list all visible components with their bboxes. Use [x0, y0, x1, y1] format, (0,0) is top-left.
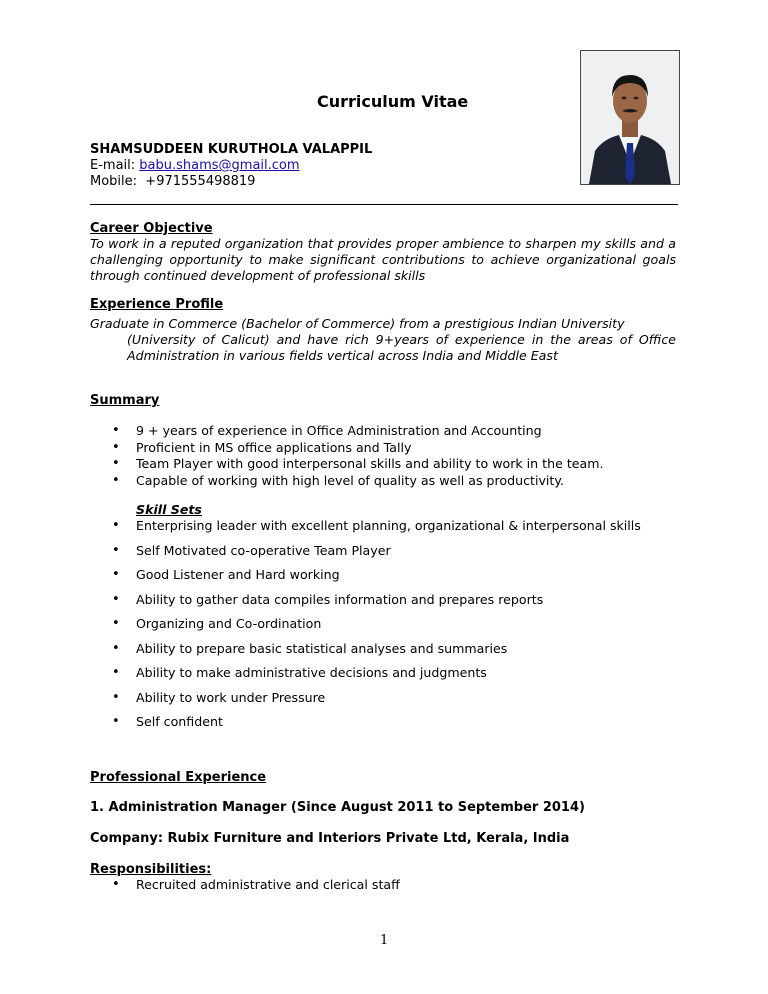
company-name: Company: Rubix Furniture and Interiors Private Ltd, Kerala, India: [90, 831, 570, 846]
header-divider: [90, 204, 678, 205]
list-item: • Proficient in MS office applications and Tally: [112, 440, 604, 457]
responsibilities-heading: Responsibilities:: [90, 862, 212, 877]
list-item: • Ability to make administrative decisions and judgments: [112, 661, 641, 686]
experience-profile-line1: Graduate in Commerce (Bachelor of Commerce) from a prestigious Indian University: [90, 316, 625, 331]
list-item: • Ability to work under Pressure: [112, 686, 641, 711]
summary-heading: Summary: [90, 393, 160, 408]
list-item: • Team Player with good interpersonal skills and ability to work in the team.: [112, 456, 604, 473]
list-item: • 9 + years of experience in Office Administration and Accounting: [112, 423, 604, 440]
experience-profile-text: [90, 316, 676, 364]
professional-experience-heading: Professional Experience: [90, 770, 267, 785]
job-title: 1. Administration Manager (Since August 2011 to September 2014): [90, 800, 585, 815]
list-item: • Organizing and Co-ordination: [112, 612, 641, 637]
page-number: 1: [380, 933, 389, 948]
experience-profile-line2: (University of Calicut) and have rich 9+years of experience in the areas of Office Administration in various fields vertical across India and Middle East: [127, 332, 676, 363]
list-item: • Self Motivated co-operative Team Player: [112, 539, 641, 564]
list-item: • Recruited administrative and clerical staff: [112, 877, 400, 894]
list-item: • Good Listener and Hard working: [112, 563, 641, 588]
experience-profile-heading: Experience Profile: [90, 297, 224, 312]
profile-photo: [580, 50, 680, 185]
responsibilities-list: [112, 877, 400, 894]
mobile-value: +971555498819: [145, 174, 256, 189]
skill-sets-list: [112, 514, 641, 735]
person-photo-icon: [581, 51, 679, 184]
email-link[interactable]: babu.shams@gmail.com: [139, 158, 300, 173]
career-objective-heading: Career Objective: [90, 221, 213, 236]
list-item: • Ability to prepare basic statistical analyses and summaries: [112, 637, 641, 662]
list-item: • Enterprising leader with excellent planning, organizational & interpersonal skills: [112, 514, 641, 539]
summary-list: [112, 423, 604, 489]
mobile-label: Mobile:: [90, 174, 138, 189]
email-line: [90, 158, 300, 173]
list-item: • Self confident: [112, 710, 641, 735]
list-item: • Capable of working with high level of quality as well as productivity.: [112, 473, 604, 490]
list-item: • Ability to gather data compiles information and prepares reports: [112, 588, 641, 613]
candidate-name: SHAMSUDDEEN KURUTHOLA VALAPPIL: [90, 142, 373, 157]
career-objective-text: To work in a reputed organization that provides proper ambience to sharpen my skills and a challenging opportunity to make significant contributions to achieve organizational goals through continued development of professional skills: [90, 236, 676, 283]
skill-sets-heading: Skill Sets: [136, 502, 202, 517]
document-title: Curriculum Vitae: [317, 92, 469, 111]
mobile-line: [90, 174, 255, 189]
email-label: E-mail:: [90, 158, 136, 173]
